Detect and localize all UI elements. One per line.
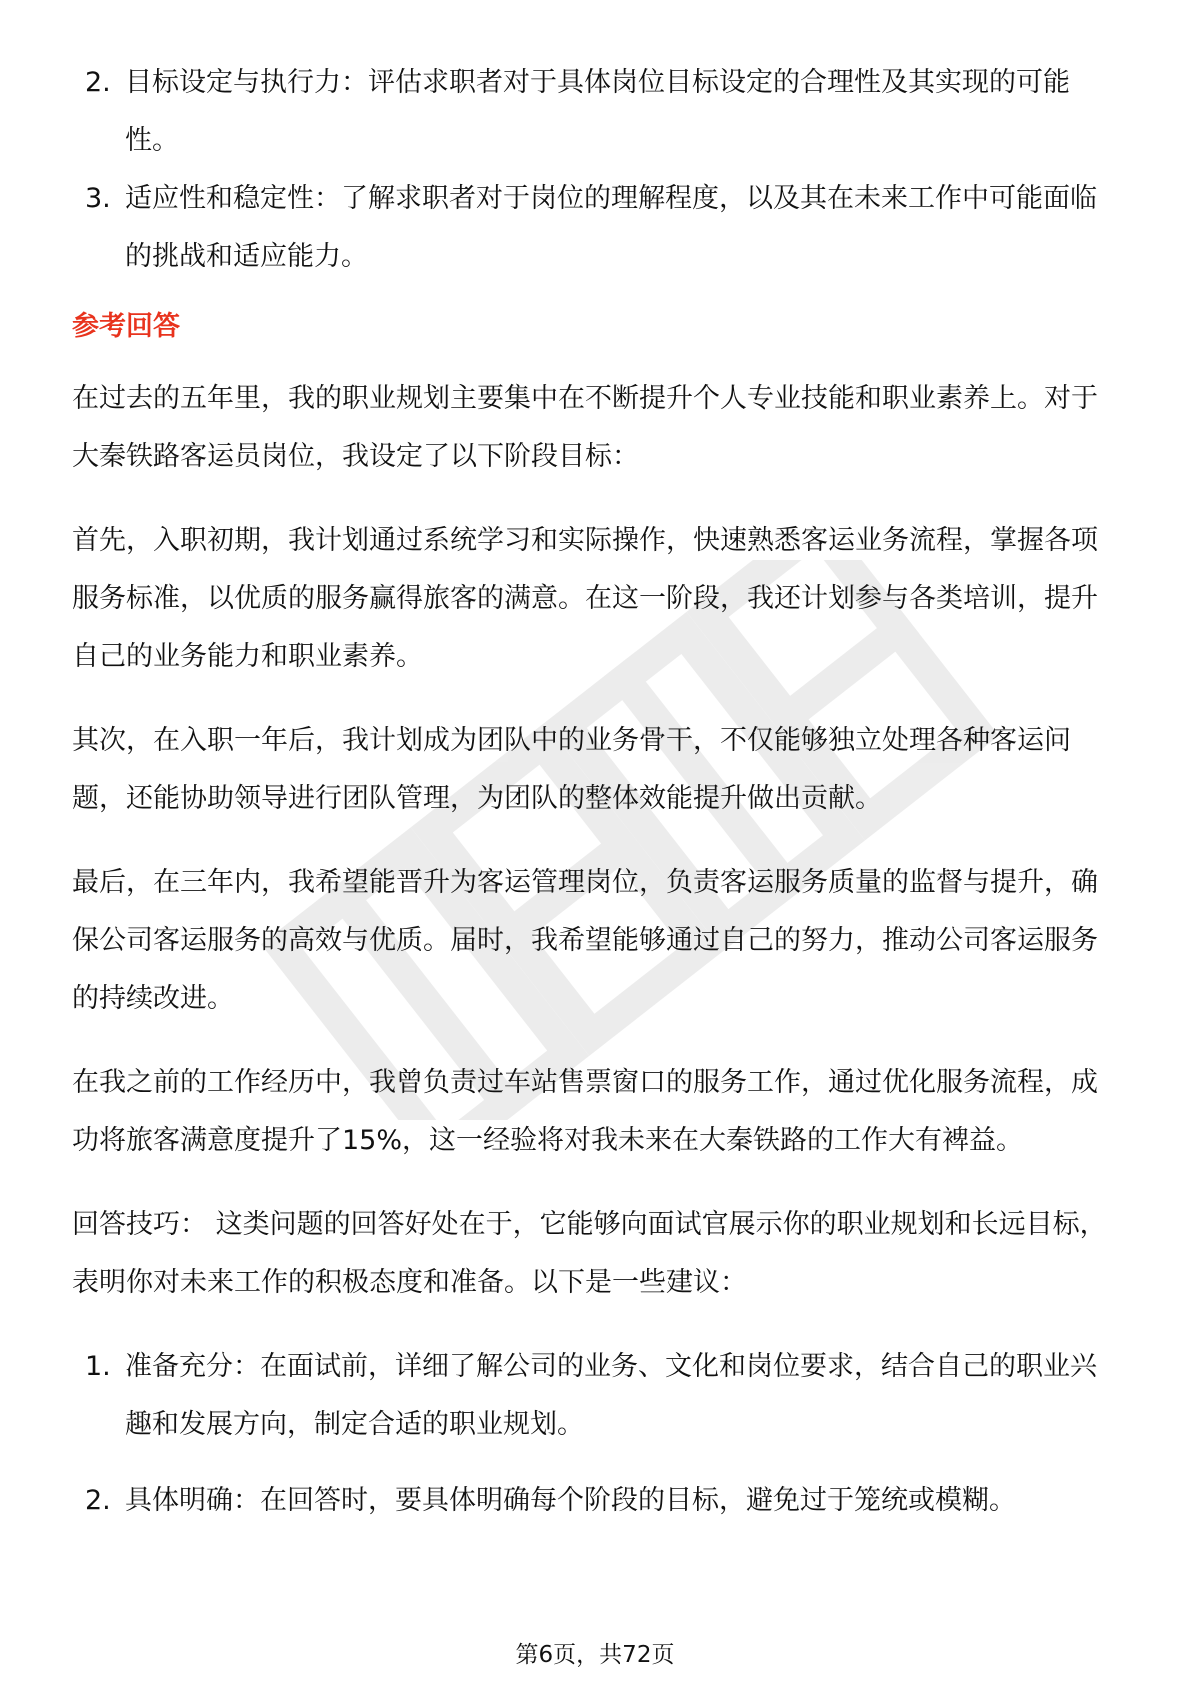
list-text: 准备充分：在面试前，详细了解公司的业务、文化和岗位要求，结合自己的职业兴趣和发展方向，制定合适的职业规划。 bbox=[125, 1351, 1097, 1440]
page-content bbox=[72, 54, 1122, 1548]
list-number: 2. bbox=[85, 67, 111, 98]
section-heading: 参考回答 bbox=[72, 311, 180, 342]
list-item bbox=[72, 170, 1122, 286]
paragraph: 在过去的五年里，我的职业规划主要集中在不断提升个人专业技能和职业素养上。对于大秦铁路客运员岗位，我设定了以下阶段目标： bbox=[72, 383, 1098, 472]
list-number: 3. bbox=[85, 183, 111, 214]
list-item bbox=[72, 1338, 1122, 1454]
page-footer: 第6页，共72页 bbox=[515, 1642, 675, 1668]
list-number: 2. bbox=[85, 1485, 111, 1516]
list-text: 适应性和稳定性：了解求职者对于岗位的理解程度，以及其在未来工作中可能面临的挑战和适应能力。 bbox=[125, 183, 1097, 272]
list-text: 具体明确：在回答时，要具体明确每个阶段的目标，避免过于笼统或模糊。 bbox=[125, 1485, 1016, 1516]
paragraph: 在我之前的工作经历中，我曾负责过车站售票窗口的服务工作，通过优化服务流程，成功将旅客满意度提升了15%，这一经验将对我未来在大秦铁路的工作大有裨益。 bbox=[72, 1067, 1098, 1156]
paragraph: 回答技巧： 这类问题的回答好处在于，它能够向面试官展示你的职业规划和长远目标，表明你对未来工作的积极态度和准备。以下是一些建议： bbox=[72, 1209, 1107, 1298]
tips-list bbox=[72, 1338, 1122, 1530]
list-item bbox=[72, 1472, 1122, 1530]
paragraph: 最后，在三年内，我希望能晋升为客运管理岗位，负责客运服务质量的监督与提升，确保公司客运服务的高效与优质。届时，我希望能够通过自己的努力，推动公司客运服务的持续改进。 bbox=[72, 867, 1098, 1014]
paragraph: 首先，入职初期，我计划通过系统学习和实际操作，快速熟悉客运业务流程，掌握各项服务标准，以优质的服务赢得旅客的满意。在这一阶段，我还计划参与各类培训，提升自己的业务能力和职业素养。 bbox=[72, 525, 1098, 672]
paragraph: 其次，在入职一年后，我计划成为团队中的业务骨干，不仅能够独立处理各种客运问题，还能协助领导进行团队管理，为团队的整体效能提升做出贡献。 bbox=[72, 725, 1071, 814]
list-item bbox=[72, 54, 1122, 170]
list-text: 目标设定与执行力：评估求职者对于具体岗位目标设定的合理性及其实现的可能性。 bbox=[125, 67, 1070, 156]
list-number: 1. bbox=[85, 1351, 111, 1382]
criteria-list bbox=[72, 54, 1122, 286]
